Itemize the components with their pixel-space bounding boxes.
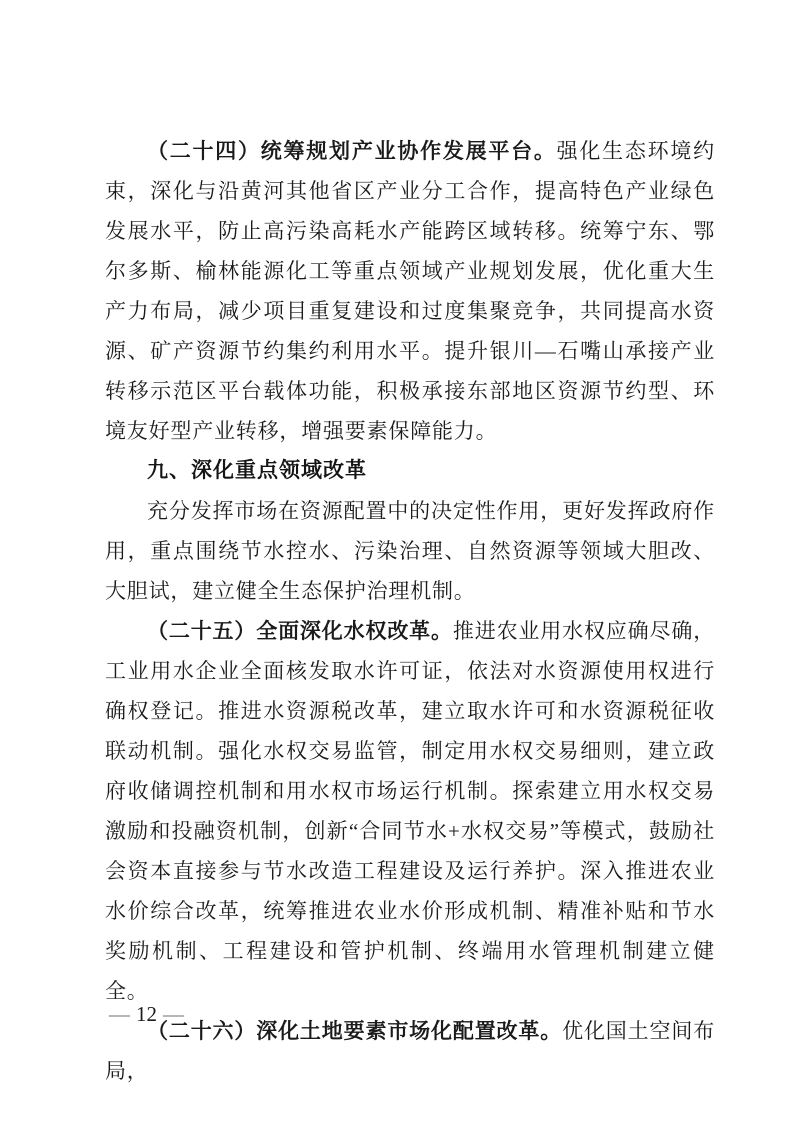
paragraph-26 <box>105 1011 715 1091</box>
footer-dash-right: — <box>163 1002 184 1026</box>
paragraph-24-body: 强化生态环境约束，深化与沿黄河其他省区产业分工合作，提高特色产业绿色发展水平，防止高污染高耗水产能跨区域转移。统筹宁东、鄂尔多斯、榆林能源化工等重点领域产业规划发展，优化重大生产力布局，减少项目重复建设和过度集聚竞争，共同提高水资源、矿产资源节约集约利用水平。提升银川—石嘴山承接产业转移示范区平台载体功能，积极承接东部地区资源节约型、环境友好型产业转移，增强要素保障能力。 <box>105 139 715 443</box>
paragraph-26-body: 优化国土空间布局， <box>105 1019 715 1083</box>
paragraph-25-lead: （二十五）全面深化水权改革。 <box>147 619 453 643</box>
paragraph-24 <box>105 131 715 451</box>
paragraph-24-lead: （二十四）统筹规划产业协作发展平台。 <box>147 139 557 163</box>
paragraph-section-9-intro <box>105 491 715 611</box>
section-heading-9: 九、深化重点领域改革 <box>147 459 367 482</box>
document-content <box>105 131 715 1091</box>
footer-dash-left: — <box>109 1002 130 1026</box>
paragraph-section-9-intro-body: 充分发挥市场在资源配置中的决定性作用，更好发挥政府作用，重点围绕节水控水、污染治理、自然资源等领域大胆改、大胆试，建立健全生态保护治理机制。 <box>105 499 715 603</box>
paragraph-25 <box>105 611 715 1011</box>
paragraph-26-lead: （二十六）深化土地要素市场化配置改革。 <box>147 1019 563 1043</box>
page-footer <box>103 998 190 1030</box>
page-number: 12 <box>136 1002 157 1026</box>
paragraph-25-body: 推进农业用水权应确尽确，工业用水企业全面核发取水许可证，依法对水资源使用权进行确权登记。推进水资源税改革，建立取水许可和水资源税征收联动机制。强化水权交易监管，制定用水权交易细则，建立政府收储调控机制和用水权市场运行机制。探索建立用水权交易激励和投融资机制，创新“合同节水+水权交易”等模式，鼓励社会资本直接参与节水改造工程建设及运行养护。深入推进农业水价综合改革，统筹推进农业水价形成机制、精准补贴和节水奖励机制、工程建设和管护机制、终端用水管理机制建立健全。 <box>105 619 715 1003</box>
